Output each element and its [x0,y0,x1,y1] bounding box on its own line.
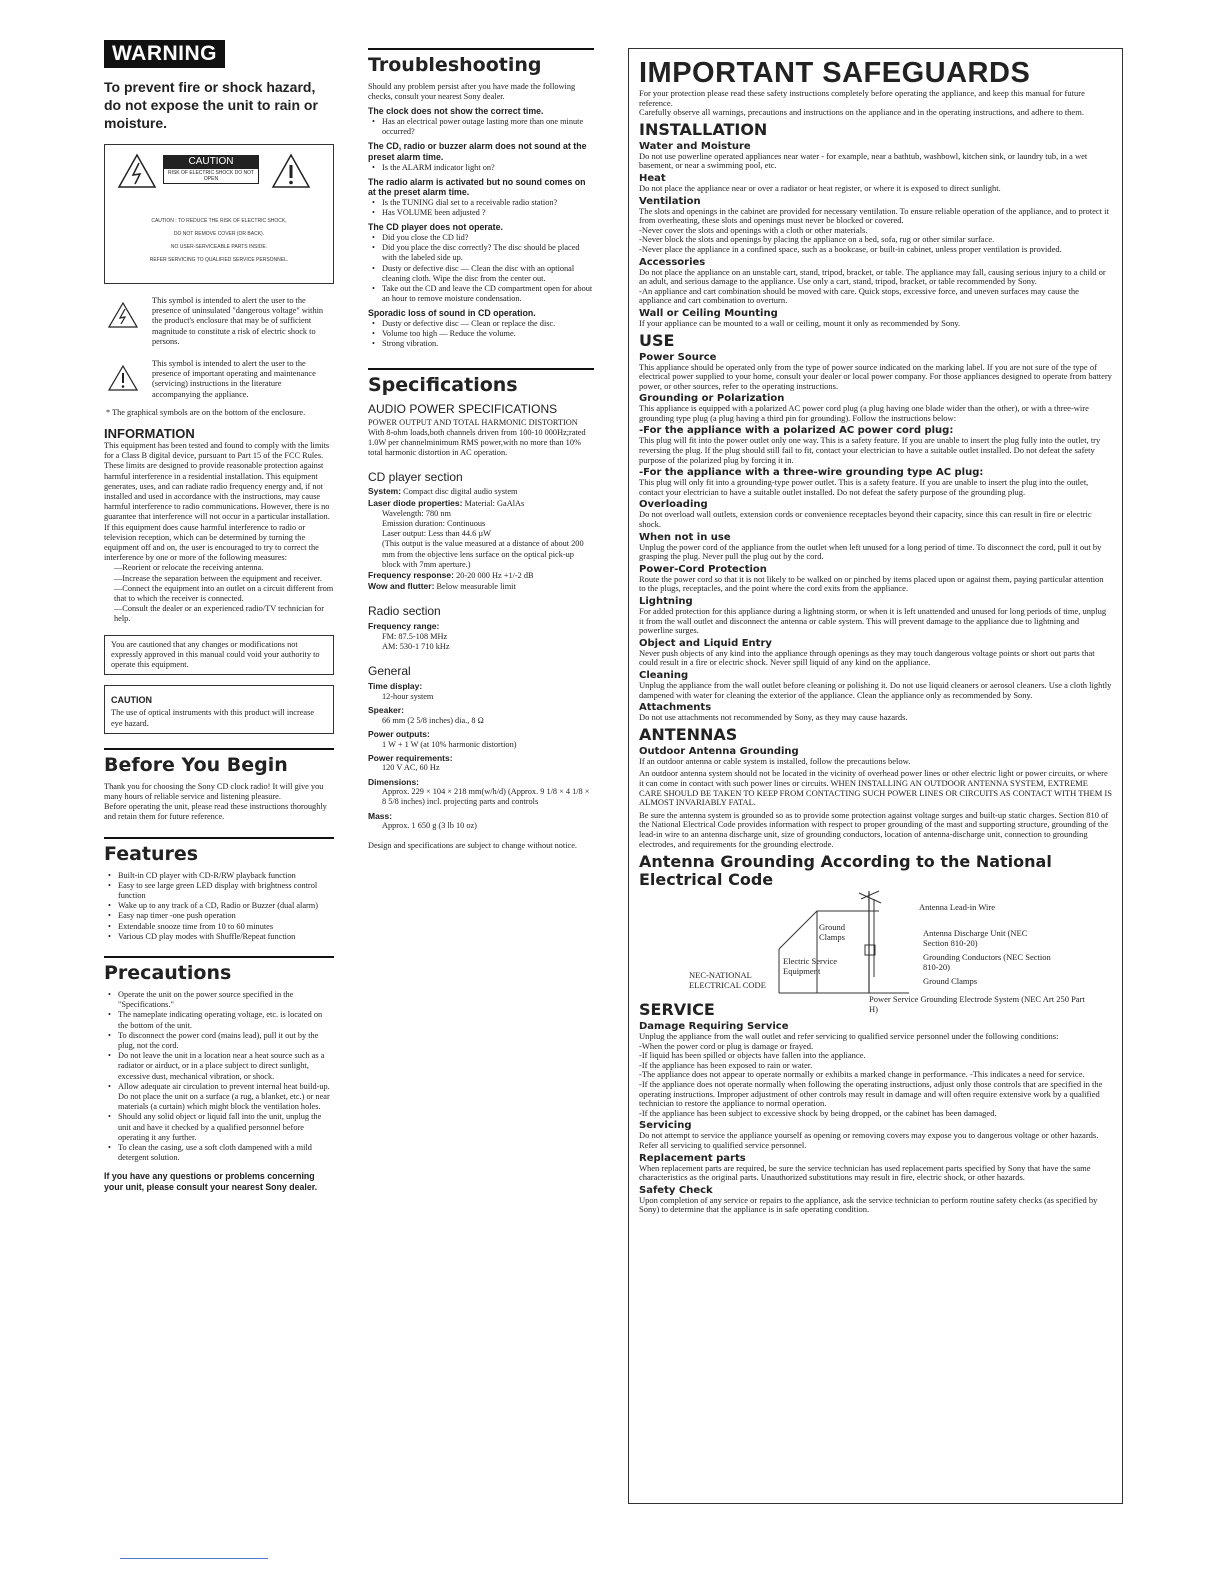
water-text: Do not use powerline operated appliances near water - for example, near a bathtub, washbowl, kitchen sink, or laundry tub, in a wet basement, or near a swimming pool, etc. [639,150,1088,171]
spec-value: 1 W + 1 W (at 10% harmonic distortion) [382,739,517,749]
spec-value: Below measurable limit [436,582,516,592]
list-item: • Built-in CD player with CD-R/RW playback function [112,871,334,881]
list-item: • Wake up to any track of a CD, Radio or Buzzer (dual alarm) [112,901,334,911]
replacement-title: Replacement parts [639,1152,746,1164]
grounding-text: This appliance is equipped with a polarized AC power cord plug (a plug having one blade wider than the other), or with a three-wire grounding type plug (a plug having a third pin for grounding). Follow the instructions below: [639,403,1089,423]
overloading-text: Do not overload wall outlets, extension cords or convenience receptacles beyond their capacity, since this can result in fire or electric shock. [639,509,1092,530]
trouble-answers [368,198,594,218]
safeguards-intro-2: Carefully observe all warnings, precautions and instructions on the appliance and in the operating instructions, and adhere to them. [639,107,1084,118]
not-in-use-text: Unplug the power cord of the appliance from the outlet when left unused for a long period of time. To disconnect the cord, pull it out by grasping the plug. Never pull the plug out by the cord. [639,541,1102,562]
list-item: • Do not leave the unit in a location near a heat source such as a radiator or airduct, or in a place subject to direct sunlight, excessive dust, mechanical vibration, or shock. [112,1051,334,1082]
list-item: • Easy to see large green LED display with brightness control function [112,881,334,901]
list-item: • Allow adequate air circulation to prevent internal heat build-up. Do not place the unit on a surface (a rug, a blanket, etc.) or near materials (a curtain) which might block the ventilation holes. [112,1082,334,1113]
before-section [104,748,334,823]
spec-value: Compact disc digital audio system [403,487,518,497]
caution-label-box [104,144,334,284]
trouble-answers [368,319,594,350]
power-source-text: This appliance should be operated only from the type of power source indicated on the marking label. If you are not sure of the type of electrical power supplied to your home, consult your dealer or local power company. For those appliances designed to operate from battery power, or other sources, refer to the operating instructions. [639,361,1112,391]
list-item: • Has an electrical power outage lasting more than one minute occurred? [376,117,594,137]
trouble-question: The CD player does not operate. [368,222,503,233]
damage-item: -If liquid has been spilled or objects have fallen into the appliance. [639,1050,866,1061]
attachments-title: Attachments [639,702,712,714]
laser-detail: Wavelength: 780 nm [382,508,451,518]
precautions-title: Precautions [104,961,232,984]
information-body: This equipment has been tested and found to comply with the limits for a Class B digital device, pursuant to Part 15 of the FCC Rules. These limits are designed to provide reasonable protection against harmful interference in a residential installation. This equipment generates, uses, and can radiate radio frequency energy and, if not installed and used in accordance with the instructions, may cause harmful interference to radio communications. However, there is no guarantee that interference will not occur in a particular installation. If this equipment does cause harmful interference to radio or television reception, which can be determined by turning the equipment off and on, the user is encouraged to try to correct the interference by one or more of the following measures: [104,441,330,563]
label-ground-clamps: Ground Clamps [923,976,978,987]
object-liquid-title: Object and Liquid Entry [639,637,772,649]
trouble-answers [368,117,594,137]
audio-body: POWER OUTPUT AND TOTAL HARMONIC DISTORTION With 8-ohm loads,both channels driven from 100-10 000Hz;rated 1.0W per channelminimum RMS power,with no more than 10% total harmonic distortion in AC operation. [368,417,586,458]
accessories-text: Do not place the appliance on an unstable cart, stand, tripod, bracket, or table. The appliance may fall, causing serious injury to a child or an adult, and serious damage to the appliance. Use only a cart, stand, tripod, bracket, or table recommended by Sony. [639,266,1106,287]
caution-line: DO NOT REMOVE COVER (OR BACK). [173,231,265,237]
label-nec: NEC-NATIONAL ELECTRICAL CODE [689,970,766,990]
middle-column [368,40,594,852]
trouble-question: The radio alarm is activated but no sound comes on at the preset alarm time. [368,176,586,198]
water-title: Water and Moisture [639,140,751,152]
outdoor-antenna-text: If an outdoor antenna or cable system is installed, follow the precautions below. [639,755,911,766]
object-liquid-text: Never push objects of any kind into the appliance through openings as they may touch dangerous voltage points or short out parts that could result in a fire or electric shock. Never spill liquid of any kind on the appliance. [639,647,1095,668]
ventilation-item: -Never cover the slots and openings with a cloth or other materials. [639,224,868,235]
three-wire-title: -For the appliance with a three-wire grounding type AC plug: [639,467,984,479]
outdoor-antenna-text-3: Be sure the antenna system is grounded so as to provide some protection against voltage surges and built-up static charges. Section 810 of the National Electrical Code provides information with respect to proper grounding of the mast and supporting structure, grounding of the lead-in wire to an antenna discharge unit, size of grounding conductors, location of antenna-discharge unit, connection to grounding electrodes, and requirements for the grounding electrode. [639,809,1109,849]
caution-line: NO USER-SERVICEABLE PARTS INSIDE. [170,244,268,250]
caution-banner-label: CAUTION [163,155,259,168]
servicing-title: Servicing [639,1120,692,1132]
list-item: • The nameplate indicating operating voltage, etc. is located on the bottom of the unit. [112,1010,334,1030]
polarized-text: This plug will fit into the power outlet only one way. This is a safety feature. If you are unable to insert the plug fully into the outlet, try reversing the plug. If the plug should still fail to fit, contact your electrician to have a suitable outlet installed. Do not defeat the safety purpose of the polarized plug by forcing it in. [639,435,1101,465]
service-heading: SERVICE [639,1000,715,1020]
lightning-triangle-icon [117,153,157,189]
spec-label: Power requirements: [368,752,453,763]
lightning-text: For added protection for this appliance during a lightning storm, or when it is left unattended and unused for long periods of time, unplug it from the wall outlet and disconnect the antenna or cable system. This will prevent damage to the appliance due to lightning and powerline surges. [639,606,1107,636]
symbol-explanation-1 [104,296,334,347]
symbol-2-text: This symbol is intended to alert the user to the presence of important operating and maintenance (servicing) instructions in the literature accompanying the appliance. [152,359,316,399]
list-item: • Operate the unit on the power source specified in the "Specifications." [112,990,334,1010]
radio-section-title: Radio section [368,604,441,619]
troubleshooting-intro: Should any problem persist after you have made the following checks, consult your nearest Sony dealer. [368,82,576,102]
optical-caution-title: CAUTION [111,695,152,706]
spec-note: Design and specifications are subject to change without notice. [368,841,577,851]
installation-heading: INSTALLATION [639,119,768,139]
list-item: • Is the TUNING dial set to a receivable radio station? [376,198,594,208]
heat-title: Heat [639,172,666,184]
optical-caution-box [104,685,334,733]
spec-label: Speaker: [368,705,404,716]
cleaning-text: Unplug the appliance from the wall outlet before cleaning or polishing it. Do not use liquid cleaners or aerosol cleaners. Use a cloth lightly dampened with water for cleaning the exterior of the appliance. Clean the appliance only as recommended by Sony. [639,679,1112,700]
antenna-grounding-heading: Antenna Grounding According to the National Electrical Code [639,852,1052,890]
specifications-title: Specifications [368,373,518,396]
spec-label: Dimensions: [368,776,420,787]
wall-title: Wall or Ceiling Mounting [639,307,778,319]
cd-section-title: CD player section [368,470,463,485]
information-title: INFORMATION [104,426,195,442]
damage-item: -If the appliance does not operate normally when following the operating instructions, adjust only those controls that are specified in the operating instructions. Improper adjustment of other controls may result in damage and will often require extensive work by a qualified technician to restore the appliance to normal operation. [639,1079,1103,1109]
not-in-use-title: When not in use [639,531,731,543]
cord-protection-text: Route the power cord so that it is not likely to be walked on or pinched by items placed upon or against them, paying particular attention to the plugs, receptacles, and the point where the cord exits from the appliance. [639,573,1104,594]
before-p2: Before operating the unit, please read these instructions thoroughly and retain them for future reference. [104,802,327,822]
audio-title: AUDIO POWER SPECIFICATIONS [368,401,558,416]
exclamation-triangle-icon [108,365,138,391]
spec-label: Laser diode properties: [368,497,463,508]
measure-item: —Connect the equipment into an outlet on a circuit different from that to which the receiver is connected. [114,583,334,604]
heat-text: Do not place the appliance near or over a radiator or heat register, or where it is exposed to direct sunlight. [639,182,1001,193]
laser-detail: Emission duration: Continuous [382,519,486,529]
list-item: • Easy nap timer -one push operation [112,911,334,921]
replacement-text: When replacement parts are required, be sure the service technician has used replacement parts specified by Sony that have the same characteristics as the original parts. Unauthorized substitutions may result in fire, electric shock, or other hazards. [639,1162,1091,1183]
accessories-text-2: -An appliance and cart combination should be moved with care. Quick stops, excessive force, and uneven surfaces may cause the appliance and cart combination to overturn. [639,285,1079,306]
list-item: • Extendable snooze time from 10 to 60 minutes [112,922,334,932]
wall-text: If your appliance can be mounted to a wall or ceiling, mount it only as recommended by Sony. [639,317,961,328]
trouble-answers [368,163,594,173]
damage-title: Damage Requiring Service [639,1021,789,1033]
spec-value: 20-20 000 Hz +1/-2 dB [456,571,534,581]
list-item: • Volume too high — Reduce the volume. [376,329,594,339]
laser-detail: Laser output: Less than 44.6 µW [382,529,491,539]
footer-rule [120,1558,268,1559]
spec-value: Approx. 229 × 104 × 218 mm(w/h/d) (Approx. 9 1/8 × 4 1/8 × 8 5/8 inches) incl. projecting parts and controls [382,787,590,807]
antenna-grounding-diagram [639,889,1112,1001]
damage-item: -The appliance does not appear to operate normally or exhibits a marked change in performance. -This indicates a need for service. [639,1069,1085,1080]
laser-details [368,509,594,570]
modification-notice-box: You are cautioned that any changes or modifications not expressly approved in this manual could void your authority to operate this equipment. [104,635,334,676]
caution-banner-sub: RISK OF ELECTRIC SHOCK DO NOT OPEN [163,168,259,184]
list-item: • Did you close the CD lid? [376,233,594,243]
safeguards-panel [628,48,1123,1504]
spec-label: Frequency response: [368,570,454,581]
damage-item: -If the appliance has been subject to excessive shock by being dropped, or the cabinet has been damaged. [639,1107,997,1118]
spec-value: Approx. 1 650 g (3 lb 10 oz) [382,821,477,831]
cleaning-title: Cleaning [639,669,689,681]
three-wire-text: This plug will only fit into a grounding-type power outlet. This is a safety feature. If you are unable to insert the plug into the outlet, contact your electrician to have a suitable outlet installed. Do not defeat the safety purpose of the grounding plug. [639,477,1089,497]
label-lead-in: Antenna Lead-in Wire [919,902,995,913]
caution-label-text [115,215,323,267]
trouble-question: Sporadic loss of sound in CD operation. [368,308,536,319]
list-item: • Dusty or defective disc — Clean or replace the disc. [376,319,594,329]
ventilation-title: Ventilation [639,195,701,207]
safety-check-title: Safety Check [639,1184,713,1196]
features-section [104,837,334,942]
precautions-section [104,956,334,1193]
measure-item: —Consult the dealer or an experienced radio/TV technician for help. [114,604,324,624]
list-item: • Is the ALARM indicator light on? [376,163,594,173]
label-conductors: Grounding Conductors (NEC Section 810-20) [923,952,1051,972]
spec-value: 120 V AC, 60 Hz [382,763,440,773]
damage-item: -When the power cord or plug is damage or frayed. [639,1040,814,1051]
list-item: • Dusty or defective disc — Clean the disc with an optional cleaning cloth. Wipe the disc from the center out. [376,264,594,284]
cord-protection-title: Power-Cord Protection [639,563,767,575]
outdoor-antenna-title: Outdoor Antenna Grounding [639,745,799,757]
lightning-triangle-icon [108,302,138,328]
ventilation-text: The slots and openings in the cabinet are provided for necessary ventilation. To ensure reliable operation of the appliance, and to protect it from overheating, these slots and openings must never be blocked or covered. [639,205,1109,226]
list-item: • Should any solid object or liquid fall into the unit, unplug the unit and have it checked by a qualified personnel before operating it any further. [112,1112,334,1143]
lightning-title: Lightning [639,596,693,607]
list-item: • Has VOLUME been adjusted ? [376,208,594,218]
symbol-1-text: This symbol is intended to alert the user to the presence of uninsulated "dangerous voltage" within the product's enclosure that may be of sufficient magnitude to constitute a risk of electric shock to persons. [152,296,324,346]
caution-line: REFER SERVICING TO QUALIFIED SERVICE PERSONNEL. [149,257,289,263]
spec-value: FM: 87.5-108 MHz [382,632,448,642]
overloading-title: Overloading [639,499,708,511]
trouble-question: The clock does not show the correct time. [368,106,544,117]
power-source-title: Power Source [639,351,717,363]
exclamation-triangle-icon [271,153,311,189]
features-list [104,871,334,942]
spec-value: 12-hour system [382,692,434,702]
antennas-heading: ANTENNAS [639,724,738,744]
spec-value: 66 mm (2 5/8 inches) dia., 8 Ω [382,715,484,725]
safety-check-text: Upon completion of any service or repairs to the appliance, ask the service technician to perform routine safety checks (as specified by Sony) to determine that the appliance is in safe operating condition. [639,1194,1098,1215]
measure-item: —Reorient or relocate the receiving antenna. [114,563,264,573]
precautions-list [104,990,334,1163]
spec-label: Wow and flutter: [368,581,435,592]
safeguards-intro-1: For your protection please read these safety instructions completely before operating the appliance, and keep this manual for future reference. [639,88,1085,108]
warning-badge: WARNING [104,40,225,68]
before-title: Before You Begin [104,753,288,776]
trouble-answers [368,233,594,304]
caution-banner [163,155,259,184]
accessories-title: Accessories [639,256,706,268]
ventilation-item: -Never place the appliance in a confined space, such as a bookcase, or built-in cabinet, unless proper ventilation is provided. [639,243,1062,254]
safeguards-title: IMPORTANT SAFEGUARDS [639,57,1031,89]
label-clamps: Ground Clamps [819,922,845,942]
general-section-title: General [368,664,411,679]
label-power-service: Power Service Grounding Electrode System (NEC Art 250 Part H) [869,994,1085,1014]
damage-item: -If the appliance has been exposed to rain or water. [639,1059,813,1070]
troubleshooting-title: Troubleshooting [368,54,542,76]
list-item: • Strong vibration. [376,339,594,349]
label-electric-service: Electric Service Equipment [783,956,838,976]
spec-label: Power outputs: [368,729,430,740]
spec-value: AM: 530-1 710 kHz [382,642,450,652]
list-item: • Did you place the disc correctly? The disc should be placed with the labeled side up. [376,243,594,263]
list-item: • To clean the casing, use a soft cloth dampened with a mild detergent solution. [112,1143,334,1163]
grounding-title: Grounding or Polarization [639,393,785,405]
symbol-note-text: The graphical symbols are on the bottom of the enclosure. [112,407,306,417]
before-p1: Thank you for choosing the Sony CD clock radio! It will give you many hours of reliable service and listening pleasure. [104,781,324,801]
features-title: Features [104,842,199,865]
spec-label: Time display: [368,681,423,692]
list-item: • Various CD play modes with Shuffle/Repeat function [112,932,334,942]
list-item: • To disconnect the power cord (mains lead), pull it out by the plug, not the cord. [112,1031,334,1051]
label-discharge: Antenna Discharge Unit (NEC Section 810-20) [923,928,1028,948]
specifications-section [368,368,594,852]
use-heading: USE [639,330,675,350]
trouble-question: The CD, radio or buzzer alarm does not sound at the preset alarm time. [368,141,587,162]
left-column [104,40,334,1193]
ventilation-item: -Never block the slots and openings by placing the appliance on a bed, sofa, rug or other similar surface. [639,234,995,245]
measure-item: —Increase the separation between the equipment and receiver. [114,573,322,583]
list-item: • Take out the CD and leave the CD compartment open for about an hour to remove moisture condensation. [376,284,594,304]
outdoor-antenna-text-2: An outdoor antenna system should not be located in the vicinity of overhead power lines or other electric light or power circuits, or where it can come in contact with such power lines or circuits. WHEN INSTALLING AN OUTDOOR ANTENNA SYSTEM, EXTREME CARE SHOULD BE TAKEN TO KEEP FROM CONTACTING SUCH POWER LINES OR CIRCUITS AS CONTACT WITH THEM IS ALMOST INVARIABLY FATAL. [639,768,1112,808]
spec-label: Frequency range: [368,621,440,632]
attachments-text: Do not use attachments not recommended by Sony, as they may cause hazards. [639,712,908,723]
laser-detail: (This output is the value measured at a distance of about 200 mm from the objective lens surface on the optical pick-up block with 7mm aperture.) [382,539,584,569]
polarized-title: -For the appliance with a polarized AC power cord plug: [639,425,954,437]
servicing-text: Do not attempt to service the appliance yourself as opening or removing covers may expose you to dangerous voltage or other hazards. Refer all servicing to qualified service personnel. [639,1130,1099,1151]
warning-heading: To prevent fire or shock hazard, do not expose the unit to rain or moisture. [104,79,318,131]
precautions-closing: If you have any questions or problems concerning your unit, please consult your nearest Sony dealer. [104,1171,318,1192]
spec-label: System: [368,486,402,497]
symbol-note [104,408,334,418]
spec-value: Material: GaAlAs [464,498,525,508]
symbol-explanation-2 [104,359,334,400]
asterisk: * [106,407,113,417]
optical-caution-body: The use of optical instruments with this product will increase eye hazard. [111,708,314,728]
damage-text: Unplug the appliance from the wall outlet and refer servicing to qualified service personnel under the following conditions: [639,1031,1059,1042]
spec-label: Mass: [368,810,393,821]
troubleshooting-section [368,48,594,350]
caution-line: CAUTION : TO REDUCE THE RISK OF ELECTRIC SHOCK, [151,218,287,224]
information-measures [104,563,334,624]
